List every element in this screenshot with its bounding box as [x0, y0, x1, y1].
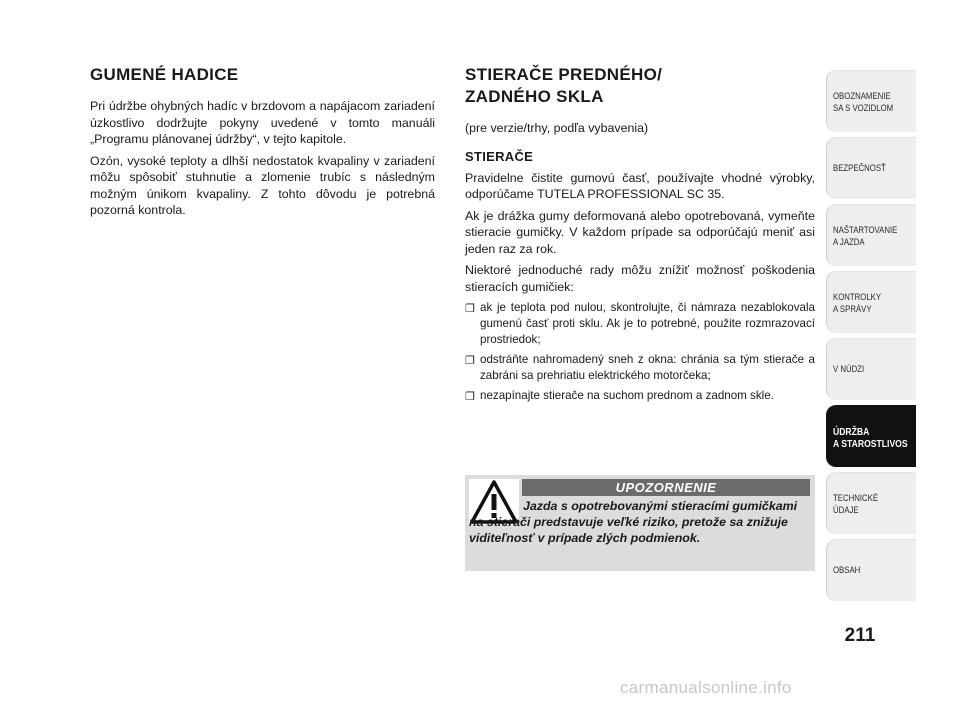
section-title-rubber-hoses: GUMENÉ HADICE	[90, 65, 239, 84]
warning-heading: UPOZORNENIE	[522, 479, 810, 496]
section-title-wipers	[465, 64, 815, 108]
list-item	[465, 352, 815, 384]
tab-label: NAŠTARTOVANIE A JAZDA	[833, 225, 898, 248]
tips-list	[465, 300, 815, 404]
checkbox-bullet-icon: ❐	[465, 391, 475, 403]
paragraph: Pri údržbe ohybných hadíc v brzdovom a napájacom zariadení úzkostlivo dodržujte pokyny uvedené v tomto manuáli „Programu plánovanej údržby“, v tejto kapitole.	[90, 99, 435, 146]
paragraph: Niektoré jednoduché rady môžu znížiť možnosť poškodenia stieracích gumičiek:	[465, 263, 815, 294]
title-line: STIERAČE PREDNÉHO/	[465, 65, 663, 84]
paragraph: Ak je drážka gumy deformovaná alebo opotrebovaná, vymeňte stieracie gumičky. V každom prípade sa odporúčajú meniť asi jeden raz za rok.	[465, 208, 815, 256]
checkbox-bullet-icon: ❐	[465, 355, 475, 367]
right-column	[465, 64, 815, 408]
page-number: 211	[844, 625, 876, 646]
left-column	[90, 64, 435, 224]
watermark: carmanualsonline.info	[620, 678, 792, 697]
tab-label: KONTROLKY A SPRÁVY	[833, 292, 882, 315]
tab-oboznamenie[interactable]	[826, 70, 916, 132]
tab-label: BEZPEČNOSŤ	[833, 163, 886, 174]
list-item-text: odstráňte nahromadený sneh z okna: chránia sa tým stierače a zabráni sa prehriatiu elektrického motorčeka;	[480, 353, 815, 382]
tab-obsah[interactable]	[826, 539, 916, 601]
list-item-text: ak je teplota pod nulou, skontrolujte, či námraza nezablokovala gumenú časť proti sklu. Ak je to potrebné, použite rozmrazovací prostriedok;	[480, 301, 815, 346]
paragraph: Ozón, vysoké teploty a dlhší nedostatok kvapaliny v zariadení môžu spôsobiť stuhnutie a zlomenie trubíc s následným možným únikom kvapaliny. Z tohto dôvodu je potrebná pozorná kontrola.	[90, 153, 435, 217]
list-item-text: nezapínajte stierače na suchom prednom a zadnom skle.	[480, 389, 774, 402]
tab-label: OBOZNAMENIE SA S VOZIDLOM	[833, 91, 894, 114]
tab-udrzba[interactable]	[826, 405, 916, 467]
tab-technicke-udaje[interactable]	[826, 472, 916, 534]
tab-label: V NÚDZI	[833, 364, 865, 375]
paragraph: Pravidelne čistite gumovú časť, používajte vhodné výrobky, odporúčame TUTELA PROFESSIONAL SC 35.	[465, 170, 815, 201]
tab-label: TECHNICKÉ ÚDAJE	[833, 493, 879, 516]
tab-kontrolky[interactable]	[826, 271, 916, 333]
tab-nastartovanie[interactable]	[826, 204, 916, 266]
title-line: ZADNÉHO SKLA	[465, 87, 604, 106]
warning-text: Jazda s opotrebovanými stieracími gumičkami na stierači predstavuje veľké riziko, pretože sa znižuje viditeľnosť v prípade zlých podmienok.	[469, 499, 798, 545]
list-item	[465, 388, 815, 404]
list-item	[465, 300, 815, 348]
version-note: (pre verzie/trhy, podľa vybavenia)	[465, 121, 649, 135]
tab-label: ÚDRŽBA A STAROSTLIVOS	[833, 426, 908, 450]
chapter-tabs	[826, 70, 916, 606]
tab-v-nudzi[interactable]	[826, 338, 916, 400]
checkbox-bullet-icon: ❐	[465, 303, 475, 315]
tab-label: OBSAH	[833, 565, 861, 576]
tab-bezpecnost[interactable]	[826, 137, 916, 199]
warning-box	[465, 475, 815, 571]
subsection-title: STIERAČE	[465, 148, 534, 164]
